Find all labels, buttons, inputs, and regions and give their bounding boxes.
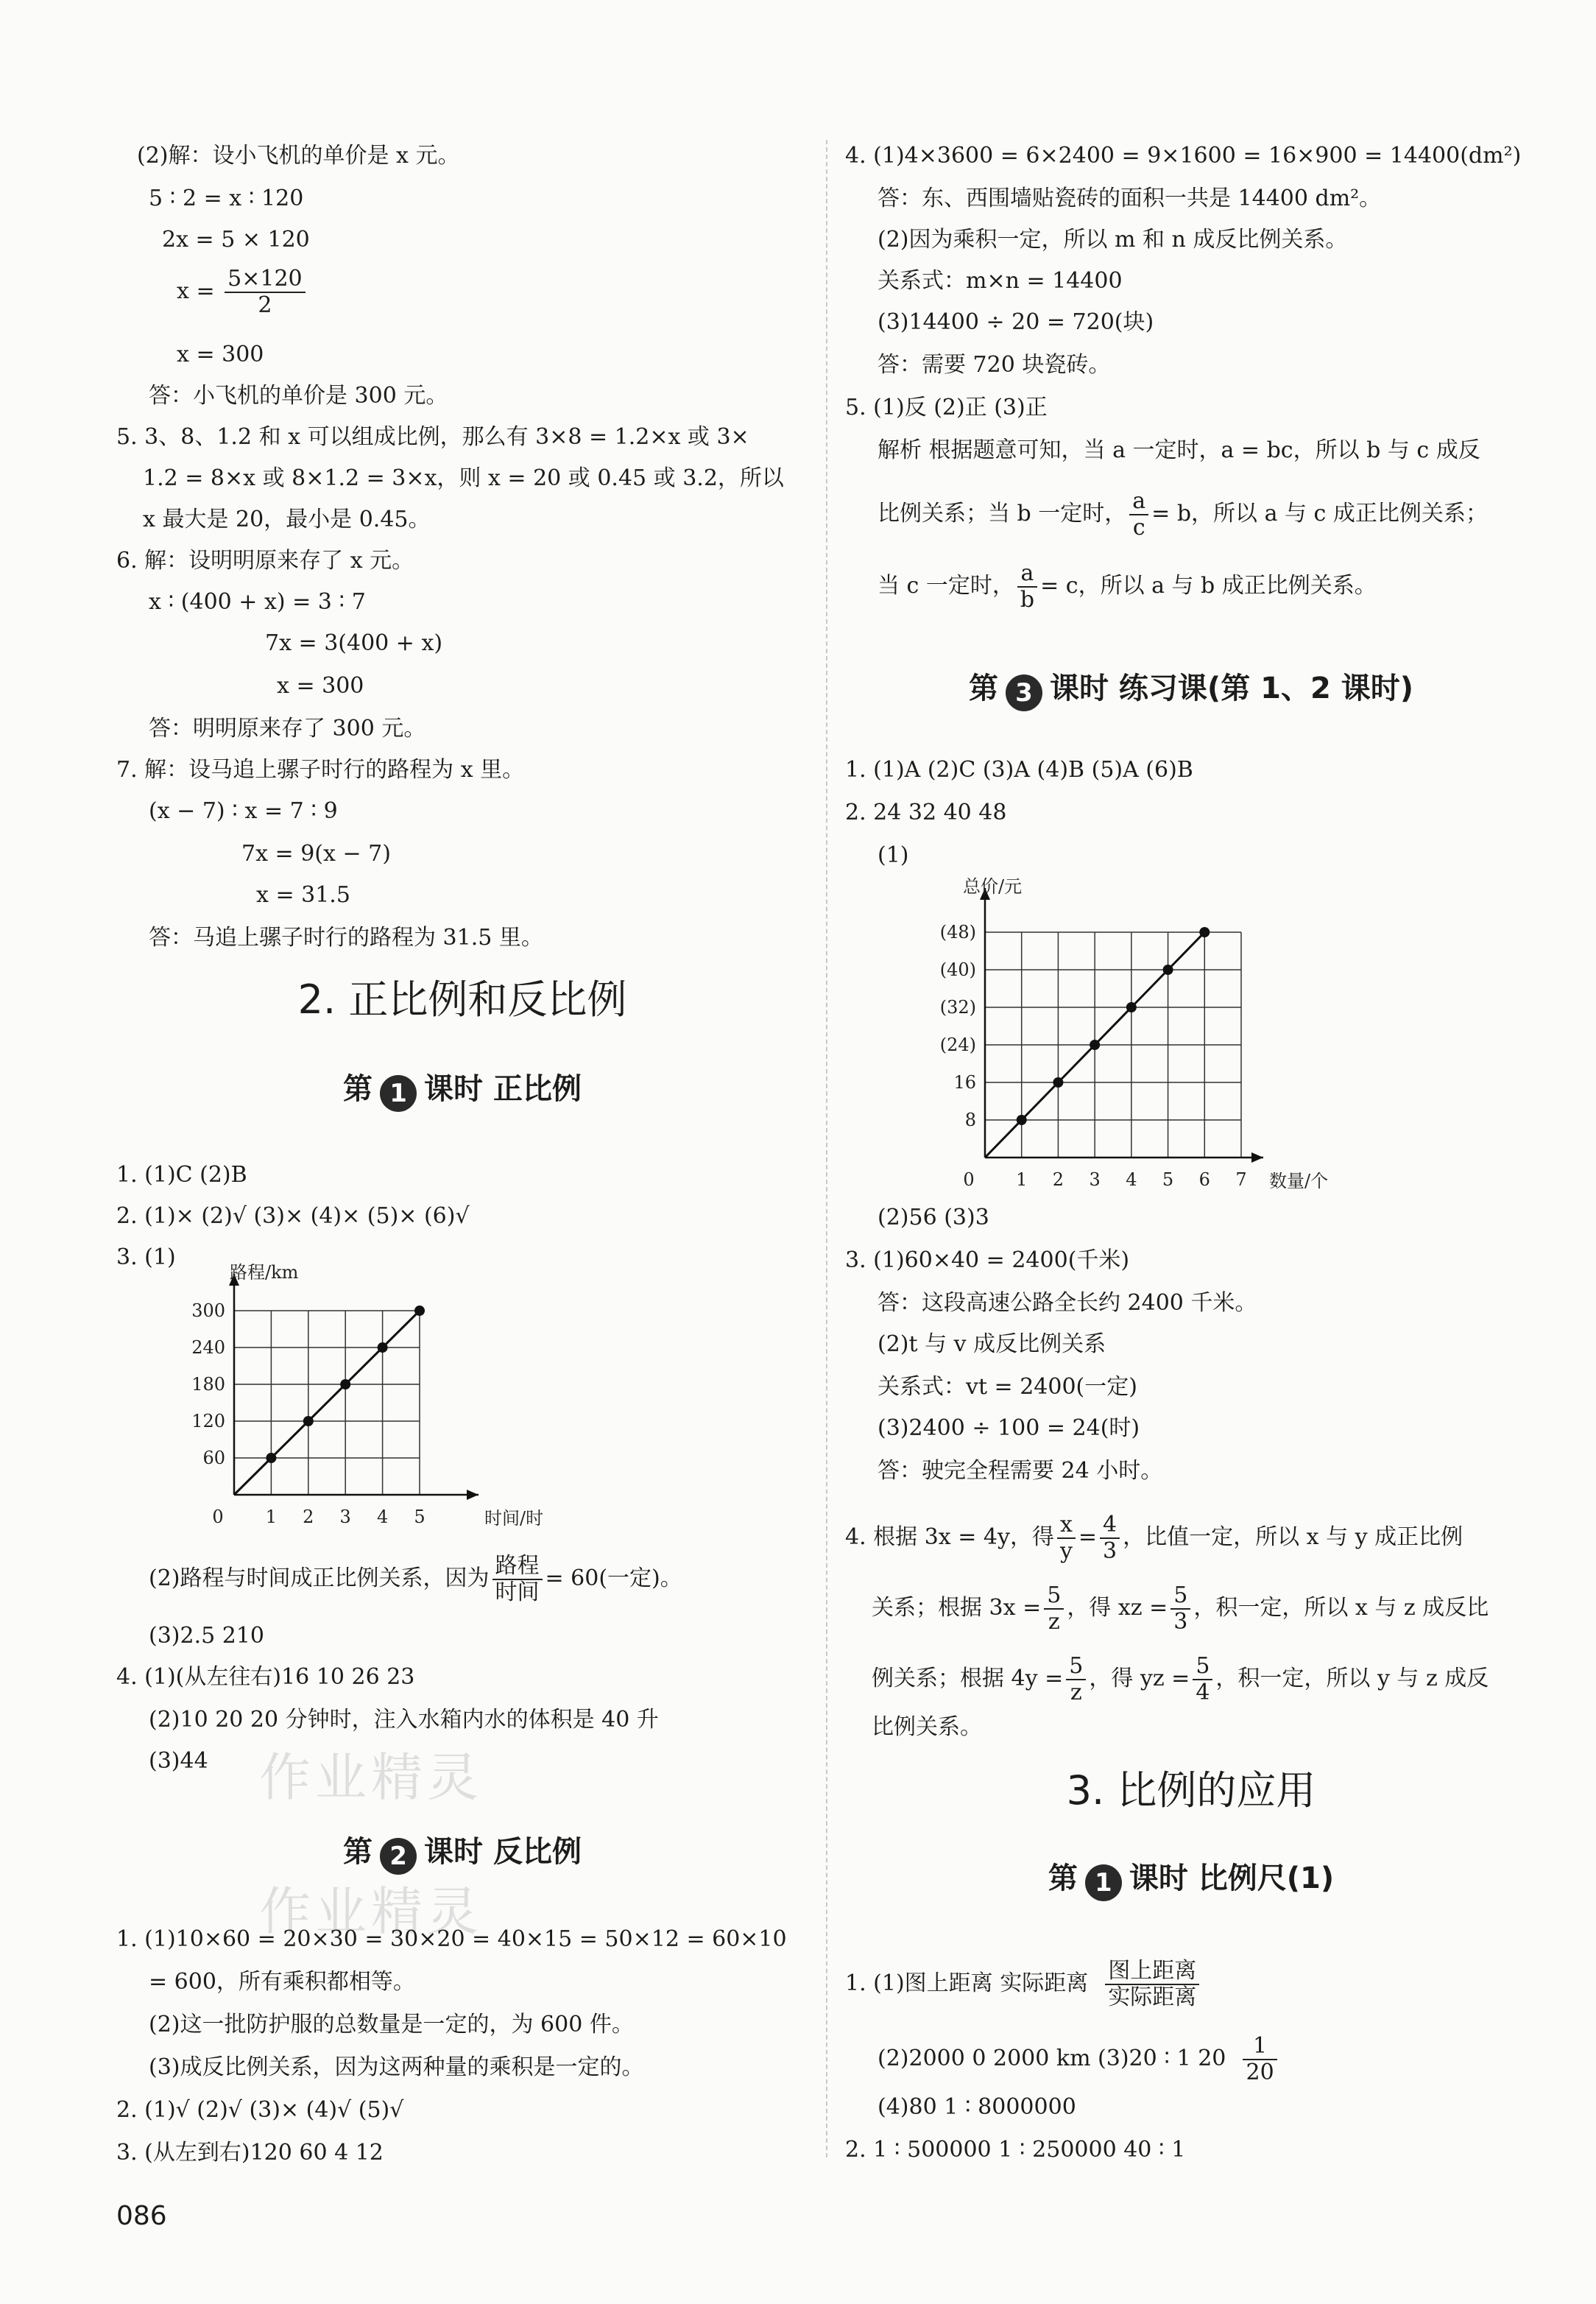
y-tick-label: 16 <box>953 1072 976 1093</box>
x-tick-label: 2 <box>1052 1169 1064 1190</box>
fraction: $\frac{5}{4}$ <box>1193 1654 1212 1705</box>
text-line: 4. (1)4×3600 = 6×2400 = 9×1600 = 16×900 = 14400(dm²) <box>845 143 1522 169</box>
lesson-number-badge: 1 <box>1085 1864 1122 1901</box>
text-line: 答：驶完全程需要 24 小时。 <box>878 1458 1163 1484</box>
data-point <box>1017 1115 1027 1125</box>
text-line: (3)成反比例关系，因为这两种量的乘积是一定的。 <box>149 2054 644 2080</box>
text-fragment: x = <box>177 278 215 304</box>
lesson-heading: 第 2 课时 反比例 <box>116 1833 808 1875</box>
text-line: 7x = 9(x − 7) <box>241 841 391 867</box>
text-line: (2)10 20 20 分钟时，注入水箱内水的体积是 40 升 <box>149 1707 659 1733</box>
fraction: $\frac{\text{图上距离}}{\text{实际距离}}$ <box>1105 1959 1199 2010</box>
y-tick-label: (24) <box>939 1035 976 1055</box>
text-line: 1. (1)10×60 = 20×30 = 30×20 = 40×15 = 50×12 = 60×10 <box>116 1926 787 1952</box>
text-line: 4. (1)(从左往右)16 10 26 23 <box>116 1664 415 1690</box>
x-tick-label: 1 <box>265 1507 278 1527</box>
equation-line: 4. 根据 3x = 4y，得 $\frac{x}{y}$ = $\frac{4}{3}$ ，比值一定，所以 x 与 y 成正比例 <box>845 1512 1463 1564</box>
fraction: $\frac{5}{3}$ <box>1170 1583 1190 1635</box>
text-line: 3. (1)60×40 = 2400(千米) <box>845 1247 1130 1273</box>
x-axis-arrow <box>1251 1152 1263 1163</box>
x-tick-label: 3 <box>1089 1169 1101 1190</box>
y-tick-label: (32) <box>939 997 976 1018</box>
watermark: 作业精灵 <box>259 1881 483 1942</box>
equation-line: 例关系；根据 4y = $\frac{5}{z}$ ，得 yz = $\frac{5}{4}$ ，积一定，所以 y 与 z 成反 <box>872 1653 1489 1705</box>
y-tick-label: 300 <box>191 1300 225 1321</box>
text-line: 3. (从左到右)120 60 4 12 <box>116 2140 384 2166</box>
text-line: 2. 1 ∶ 500000 1 ∶ 250000 40 ∶ 1 <box>845 2137 1186 2163</box>
equation-line: 1. (1)图上距离 实际距离 $\frac{\text{图上距离}}{\text{实际距离}}$ <box>845 1959 1202 2010</box>
text-line: (2)t 与 v 成反比例关系 <box>878 1331 1106 1357</box>
y-tick-label: (40) <box>939 959 976 980</box>
data-point <box>378 1342 388 1353</box>
text-line: 2. (1)× (2)√ (3)× (4)× (5)× (6)√ <box>116 1203 470 1229</box>
watermark: 作业精灵 <box>259 1747 483 1808</box>
text-line: 关系式：vt = 2400(一定) <box>878 1374 1137 1400</box>
lesson-heading: 第 3 课时 练习课(第 1、2 课时) <box>845 670 1537 711</box>
text-line: 答：东、西围墙贴瓷砖的面积一共是 14400 dm²。 <box>878 186 1382 211</box>
x-tick-label: 5 <box>414 1507 426 1527</box>
text-line: 比例关系。 <box>872 1714 982 1740</box>
text-line: x = 31.5 <box>256 882 350 908</box>
text-line: (1) <box>878 842 909 868</box>
text-line: 5 ∶ 2 = x ∶ 120 <box>149 186 304 211</box>
text-line: 5. 3、8、1.2 和 x 可以组成比例，那么有 3×8 = 1.2×x 或 3× <box>116 424 749 450</box>
x-axis-arrow <box>467 1490 479 1500</box>
text-line: x ∶ (400 + x) = 3 ∶ 7 <box>149 589 366 615</box>
x-tick-label: 4 <box>1126 1169 1137 1190</box>
fraction: $\frac{a}{b}$ <box>1017 561 1037 613</box>
text-line: 答：这段高速公路全长约 2400 千米。 <box>878 1290 1257 1316</box>
section-heading: 2. 正比例和反比例 <box>297 976 627 1023</box>
text-line: 关系式：m×n = 14400 <box>878 268 1123 294</box>
text-line: 答：明明原来存了 300 元。 <box>149 716 426 741</box>
text-line: 2x = 5 × 120 <box>162 227 310 253</box>
x-axis-label: 数量/个 <box>1269 1171 1329 1191</box>
y-tick-label: (48) <box>939 922 976 943</box>
data-point <box>303 1416 314 1426</box>
equation-line: (2)2000 0 2000 km (3)20 ∶ 1 20 $\frac{1}{20}$ <box>878 2034 1280 2085</box>
y-tick-label: 240 <box>191 1337 225 1358</box>
text-line: 解析 根据题意可知，当 a 一定时，a = bc，所以 b 与 c 成反 <box>878 437 1480 463</box>
data-point <box>1053 1077 1063 1088</box>
y-axis-label: 路程/km <box>230 1262 299 1283</box>
price-quantity-chart <box>904 839 1463 1200</box>
x-tick-label: 3 <box>339 1507 351 1527</box>
y-tick-label: 8 <box>964 1110 976 1130</box>
fraction: $\frac{5}{z}$ <box>1066 1654 1086 1705</box>
y-tick-label: 180 <box>191 1374 225 1395</box>
equation-line: 关系；根据 3x = $\frac{5}{z}$ ，得 xz = $\frac{5}{3}$ ，积一定，所以 x 与 z 成反比 <box>872 1582 1489 1635</box>
text-line: 答：马追上骡子时行的路程为 31.5 里。 <box>149 925 543 951</box>
text-line: = 600，所有乘积都相等。 <box>149 1969 415 1995</box>
x-tick-label: 0 <box>212 1507 224 1527</box>
text-line: (4)80 1 ∶ 8000000 <box>878 2094 1076 2120</box>
x-tick-label: 0 <box>963 1169 975 1190</box>
text-line: 答：需要 720 块瓷砖。 <box>878 352 1111 378</box>
text-line: (3)44 <box>149 1748 208 1774</box>
text-line: x 最大是 20，最小是 0.45。 <box>143 507 431 532</box>
text-line: 1. (1)C (2)B <box>116 1162 247 1188</box>
text-line: x = 300 <box>177 342 264 367</box>
fraction: $\frac{1}{20}$ <box>1243 2034 1277 2085</box>
column-divider <box>826 140 827 2157</box>
text-line: (3)2400 ÷ 100 = 24(时) <box>878 1415 1140 1441</box>
equation-line: 比例关系；当 b 一定时， $\frac{a}{c}$ = b，所以 a 与 c 成正比例关系； <box>878 488 1488 540</box>
equation-line: 当 c 一定时， $\frac{a}{b}$ = c，所以 a 与 b 成正比例关系。 <box>878 560 1377 613</box>
y-tick-label: 60 <box>202 1448 225 1468</box>
x-tick-label: 1 <box>1016 1169 1028 1190</box>
equation-line: (2)路程与时间成正比例关系，因为 $\frac{\text{路程}}{\text{时间}}$ = 60(一定)。 <box>149 1553 682 1605</box>
text-line: 1.2 = 8×x 或 8×1.2 = 3×x，则 x = 20 或 0.45 或 3.2，所以 <box>143 465 784 491</box>
text-line: 5. (1)反 (2)正 (3)正 <box>845 395 1048 420</box>
text-line: 2. (1)√ (2)√ (3)× (4)√ (5)√ <box>116 2097 404 2123</box>
fraction: $\frac{5\times 120}{2}$ <box>225 267 305 318</box>
text-line: 答：小飞机的单价是 300 元。 <box>149 383 448 409</box>
text-line: 1. (1)A (2)C (3)A (4)B (5)A (6)B <box>845 757 1193 783</box>
data-point <box>1199 927 1210 937</box>
fraction: $\frac{x}{y}$ <box>1057 1512 1076 1564</box>
fraction: $\frac{a}{c}$ <box>1129 489 1148 540</box>
text-line: 3. (1) <box>116 1244 176 1270</box>
fraction: $\frac{\text{路程}}{\text{时间}}$ <box>492 1554 543 1605</box>
text-line: (2)56 (3)3 <box>878 1205 989 1230</box>
text-line: (3)2.5 210 <box>149 1623 265 1649</box>
page-number: 086 <box>116 2201 167 2231</box>
data-point <box>1163 965 1173 975</box>
lesson-heading: 第 1 课时 比例尺(1) <box>845 1860 1537 1901</box>
data-point <box>1126 1002 1137 1012</box>
text-line: 6. 解：设明明原来存了 x 元。 <box>116 548 414 574</box>
lesson-heading: 第 1 课时 正比例 <box>116 1071 808 1112</box>
fraction: $\frac{5}{z}$ <box>1044 1583 1064 1635</box>
section-heading: 3. 比例的应用 <box>1066 1767 1316 1814</box>
fraction: $\frac{4}{3}$ <box>1100 1512 1120 1564</box>
lesson-number-badge: 1 <box>380 1075 417 1112</box>
data-point <box>340 1379 350 1389</box>
x-tick-label: 4 <box>376 1507 389 1527</box>
data-point <box>1090 1040 1100 1050</box>
text-line: 7x = 3(400 + x) <box>265 630 443 656</box>
lesson-number-badge: 2 <box>380 1838 417 1875</box>
x-tick-label: 6 <box>1198 1169 1210 1190</box>
text-line: (2)这一批防护服的总数量是一定的，为 600 件。 <box>149 2012 634 2037</box>
x-tick-label: 2 <box>303 1507 314 1527</box>
x-tick-label: 7 <box>1235 1169 1247 1190</box>
x-tick-label: 5 <box>1162 1169 1174 1190</box>
y-axis-label: 总价/元 <box>963 876 1023 897</box>
data-point <box>266 1453 276 1463</box>
x-axis-label: 时间/时 <box>484 1508 544 1529</box>
distance-time-chart <box>168 1244 639 1539</box>
text-line: (x − 7) ∶ x = 7 ∶ 9 <box>149 798 338 824</box>
text-line: (3)14400 ÷ 20 = 720(块) <box>878 309 1154 335</box>
text-line: 2. 24 32 40 48 <box>845 800 1007 825</box>
text-line: 7. 解：设马追上骡子时行的路程为 x 里。 <box>116 757 525 783</box>
data-point <box>414 1306 425 1316</box>
equation-line <box>177 267 308 318</box>
text-line: x = 300 <box>277 673 364 699</box>
text-line: (2)解：设小飞机的单价是 x 元。 <box>137 143 460 169</box>
y-tick-label: 120 <box>191 1411 225 1431</box>
lesson-number-badge: 3 <box>1006 674 1042 711</box>
text-line: (2)因为乘积一定，所以 m 和 n 成反比例关系。 <box>878 227 1348 253</box>
data-line <box>234 1311 420 1495</box>
